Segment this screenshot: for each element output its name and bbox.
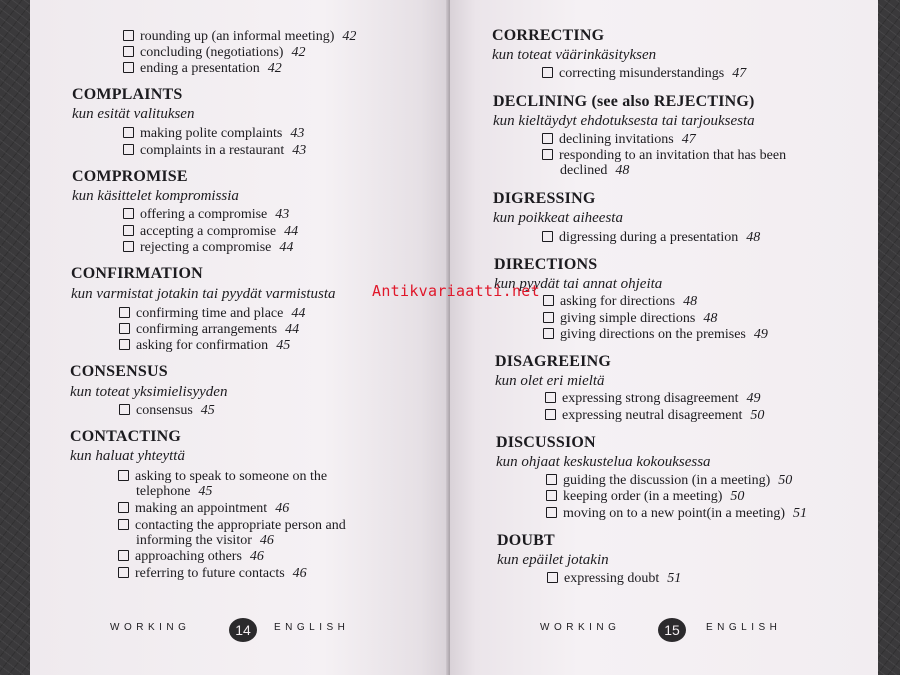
section-subheading: kun haluat yhteyttä [70, 448, 185, 464]
checkbox-icon [546, 507, 557, 518]
list-item: expressing neutral disagreement 50 [545, 408, 764, 424]
section-subheading: kun käsittelet kompromissia [72, 188, 239, 204]
checkbox-icon [123, 208, 134, 219]
list-item-continuation: telephone 45 [136, 484, 213, 499]
footer-english: ENGLISH [706, 622, 782, 633]
list-item: asking for directions 48 [543, 294, 697, 310]
section-heading: CORRECTING [492, 27, 605, 44]
checkbox-icon [543, 295, 554, 306]
checkbox-icon [119, 307, 130, 318]
list-item: asking to speak to someone on the [118, 469, 327, 485]
checkbox-icon [545, 409, 556, 420]
checkbox-icon [542, 149, 553, 160]
list-item: accepting a compromise 44 [123, 224, 298, 240]
checkbox-icon [547, 572, 558, 583]
section-subheading: kun toteat yksimielisyyden [70, 384, 228, 400]
checkbox-icon [119, 404, 130, 415]
checkbox-icon [546, 490, 557, 501]
list-item: referring to future contacts 46 [118, 566, 307, 582]
list-item: contacting the appropriate person and [118, 518, 346, 534]
list-item: declining invitations 47 [542, 132, 696, 148]
page-number: 15 [658, 618, 686, 642]
list-item: expressing doubt 51 [547, 571, 681, 587]
section-heading: COMPROMISE [72, 168, 188, 185]
right-page-content [450, 0, 878, 675]
list-item: giving directions on the premises 49 [543, 327, 768, 343]
checkbox-icon [123, 62, 134, 73]
section-heading: DOUBT [497, 532, 555, 549]
checkbox-icon [119, 323, 130, 334]
section-subheading: kun kieltäydyt ehdotuksesta tai tarjouksesta [493, 113, 755, 129]
section-heading: CONTACTING [70, 428, 182, 445]
section-subheading: kun varmistat jotakin tai pyydät varmistusta [71, 286, 336, 302]
section-heading: CONFIRMATION [71, 265, 203, 282]
list-item: concluding (negotiations) 42 [123, 45, 305, 61]
checkbox-icon [123, 225, 134, 236]
list-item-continuation: informing the visitor 46 [136, 533, 274, 548]
section-subheading: kun olet eri mieltä [495, 373, 605, 389]
watermark-text: Antikvariaatti.net [372, 282, 540, 300]
section-subheading: kun poikkeat aiheesta [493, 210, 623, 226]
list-item: expressing strong disagreement 49 [545, 391, 761, 407]
list-item-continuation: declined 48 [560, 163, 630, 178]
section-subheading: kun epäilet jotakin [497, 552, 609, 568]
list-item: asking for confirmation 45 [119, 338, 290, 354]
checkbox-icon [543, 312, 554, 323]
checkbox-icon [123, 30, 134, 41]
list-item: keeping order (in a meeting) 50 [546, 489, 744, 505]
list-item: moving on to a new point(in a meeting) 51 [546, 506, 807, 522]
list-item: approaching others 46 [118, 549, 264, 565]
section-heading: DISCUSSION [496, 434, 596, 451]
checkbox-icon [542, 133, 553, 144]
left-page [30, 0, 450, 675]
checkbox-icon [118, 519, 129, 530]
list-item: giving simple directions 48 [543, 311, 717, 327]
checkbox-icon [542, 67, 553, 78]
list-item: confirming time and place 44 [119, 306, 305, 322]
list-item: complaints in a restaurant 43 [123, 143, 306, 159]
list-item: digressing during a presentation 48 [542, 230, 760, 246]
right-page [450, 0, 878, 675]
checkbox-icon [546, 474, 557, 485]
page-number: 14 [229, 618, 257, 642]
section-subheading: kun toteat väärinkäsityksen [492, 47, 657, 63]
list-item: making an appointment 46 [118, 501, 289, 517]
checkbox-icon [123, 127, 134, 138]
checkbox-icon [543, 328, 554, 339]
checkbox-icon [123, 241, 134, 252]
checkbox-icon [123, 144, 134, 155]
footer-english: ENGLISH [274, 622, 350, 633]
list-item: rejecting a compromise 44 [123, 240, 293, 256]
left-page-content [30, 0, 450, 675]
section-heading: DISAGREEING [495, 353, 612, 370]
list-item: making polite complaints 43 [123, 126, 304, 142]
section-heading: CONSENSUS [70, 363, 168, 380]
list-item: guiding the discussion (in a meeting) 50 [546, 473, 792, 489]
footer-working: WORKING [110, 622, 191, 633]
list-item: ending a presentation 42 [123, 61, 282, 77]
checkbox-icon [118, 550, 129, 561]
section-heading: COMPLAINTS [72, 86, 183, 103]
section-heading: DIRECTIONS [494, 256, 598, 273]
list-item: rounding up (an informal meeting) 42 [123, 29, 356, 45]
list-item: confirming arrangements 44 [119, 322, 299, 338]
checkbox-icon [542, 231, 553, 242]
list-item: consensus 45 [119, 403, 215, 419]
checkbox-icon [118, 502, 129, 513]
checkbox-icon [545, 392, 556, 403]
list-item: offering a compromise 43 [123, 207, 289, 223]
section-heading: DIGRESSING [493, 190, 596, 207]
footer-working: WORKING [540, 622, 621, 633]
checkbox-icon [119, 339, 130, 350]
list-item: responding to an invitation that has been [542, 148, 786, 164]
checkbox-icon [118, 470, 129, 481]
section-subheading: kun esität valituksen [72, 106, 195, 122]
checkbox-icon [123, 46, 134, 57]
section-heading: DECLINING (see also REJECTING) [493, 93, 755, 110]
section-subheading: kun pyydät tai annat ohjeita [494, 276, 663, 292]
section-subheading: kun ohjaat keskustelua kokouksessa [496, 454, 711, 470]
list-item: correcting misunderstandings 47 [542, 66, 746, 82]
checkbox-icon [118, 567, 129, 578]
